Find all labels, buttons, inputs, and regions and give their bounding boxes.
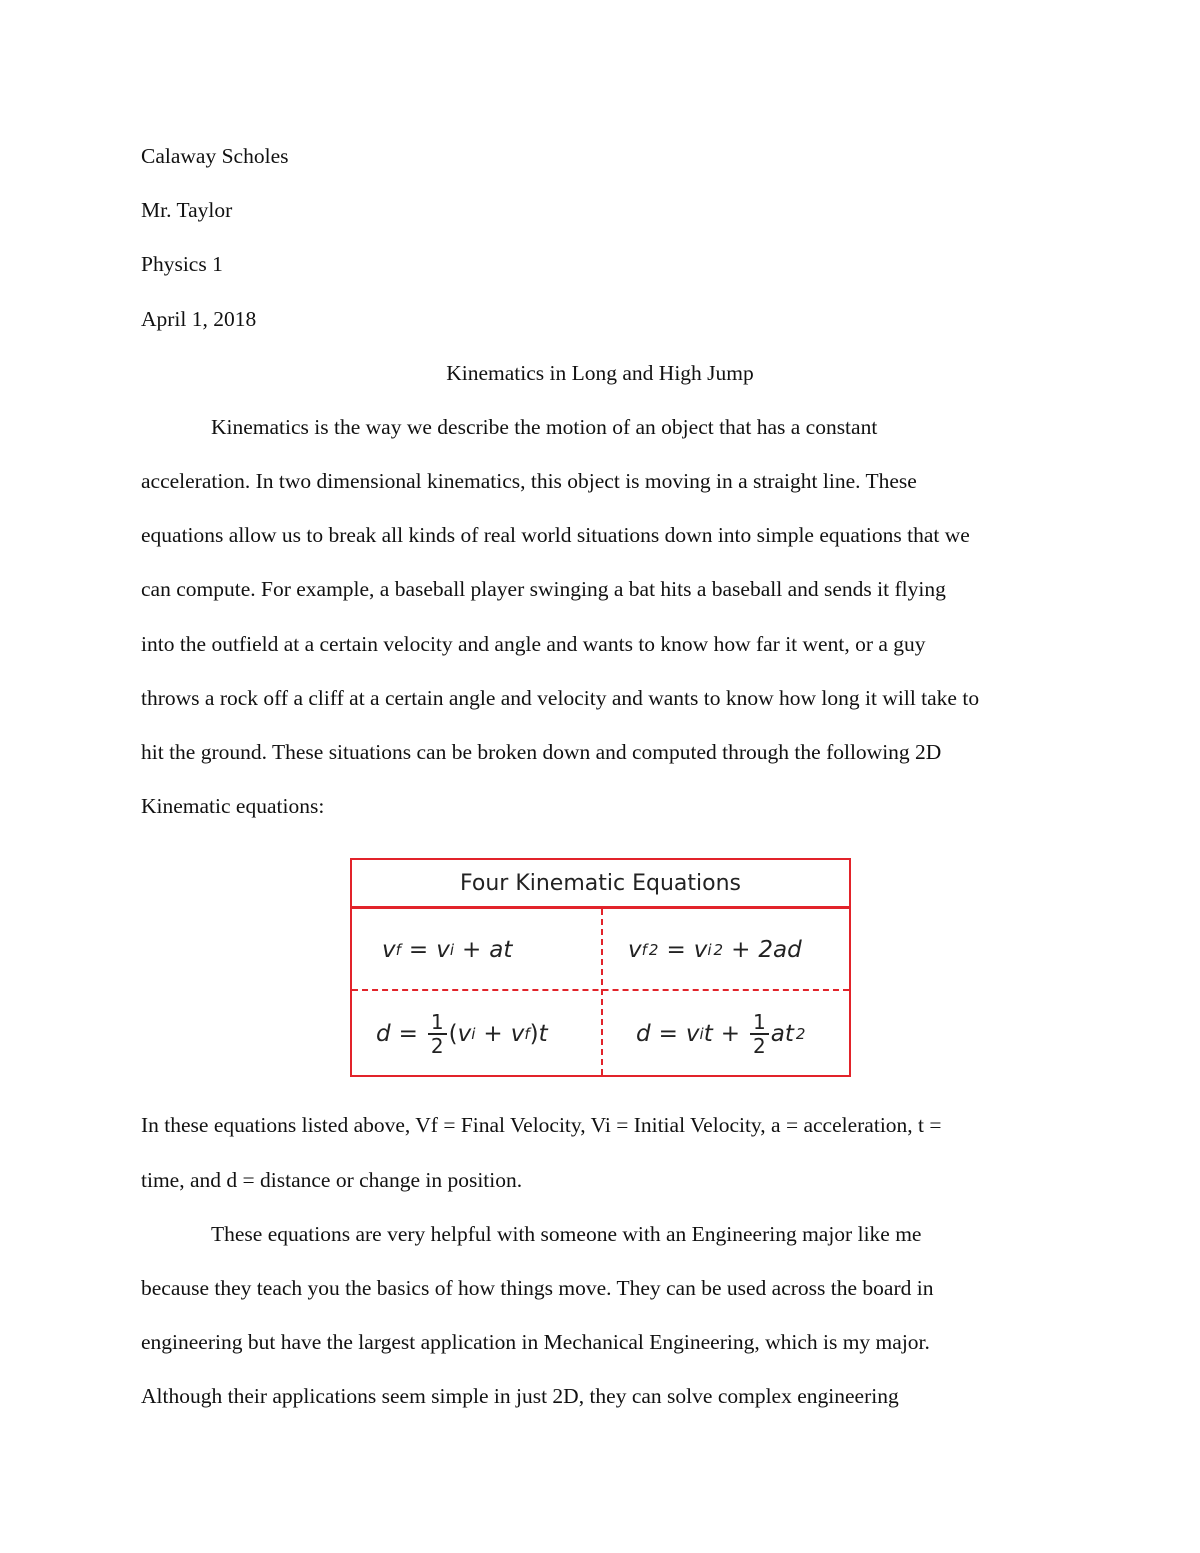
fraction-denominator: 2 [430, 1034, 444, 1058]
equation-average-velocity: d = $\frac{1}{2}$ ( v i + v f ) t [376, 1010, 548, 1058]
fraction-one-half [428, 1011, 447, 1057]
eq-subscript: i [449, 941, 454, 959]
fraction-numerator: 1 [750, 1011, 769, 1035]
paragraph-line: Although their applications seem simple in just 2D, they can solve complex engineering [141, 1384, 899, 1408]
eq-subscript: i [707, 941, 712, 959]
paragraph-line: can compute. For example, a baseball player swinging a bat hits a baseball and sends it flying [141, 577, 946, 601]
eq-symbol: t [538, 1021, 548, 1047]
eq-symbol: v [436, 937, 450, 963]
eq-symbol: v [685, 1021, 700, 1047]
document-title: Kinematics in Long and High Jump [446, 361, 754, 385]
eq-symbol: v [693, 937, 708, 963]
paragraph-line: time, and d = distance or change in position. [141, 1168, 523, 1192]
course-name: Physics 1 [141, 252, 223, 276]
fraction-one-half [750, 1011, 769, 1057]
paragraph-line: Kinematics is the way we describe the motion of an object that has a constant [211, 415, 878, 439]
eq-symbol: t [703, 1021, 713, 1047]
author-name: Calaway Scholes [141, 144, 289, 168]
paragraph-line: because they teach you the basics of how things move. They can be used across the board in [141, 1276, 934, 1300]
paragraph-line: Kinematic equations: [141, 794, 325, 818]
eq-symbol: d [376, 1021, 391, 1047]
dashed-divider-vertical [601, 909, 603, 1075]
equation-displacement-time: d = v i t + $\frac{1}{2}$ at 2 [636, 1010, 806, 1058]
document-date: April 1, 2018 [141, 307, 257, 331]
eq-symbol: v [457, 1021, 472, 1047]
eq-superscript: 2 [713, 941, 724, 959]
eq-symbol: 2ad [758, 937, 802, 963]
eq-symbol: d [636, 1021, 651, 1047]
eq-symbol: at [489, 937, 513, 963]
eq-subscript: f [641, 941, 647, 959]
fraction-denominator: 2 [753, 1034, 766, 1058]
paragraph-line: These equations are very helpful with someone with an Engineering major like me [211, 1222, 922, 1246]
eq-symbol: v [382, 937, 396, 963]
equation-velocity-time: v f = v i + at [382, 937, 513, 963]
eq-symbol: at [770, 1021, 794, 1047]
dashed-divider-horizontal [352, 989, 849, 991]
paragraph-line: acceleration. In two dimensional kinematics, this object is moving in a straight line. These [141, 469, 917, 493]
equations-figure-title: Four Kinematic Equations [352, 860, 849, 909]
eq-symbol: v [510, 1021, 525, 1047]
equation-velocity-displacement: v f 2 = v i 2 + 2ad [628, 937, 802, 963]
eq-subscript: i [471, 1025, 476, 1043]
paragraph-line: engineering but have the largest application in Mechanical Engineering, which is my major. [141, 1330, 930, 1354]
eq-superscript: 2 [795, 1025, 806, 1043]
eq-subscript: i [699, 1025, 704, 1043]
paragraph-line: into the outfield at a certain velocity and angle and wants to know how far it went, or a guy [141, 632, 926, 656]
fraction-numerator: 1 [428, 1011, 447, 1035]
eq-subscript: f [524, 1025, 530, 1043]
paragraph-line: In these equations listed above, Vf = Final Velocity, Vi = Initial Velocity, a = acceleration, t = [141, 1113, 942, 1137]
eq-subscript: f [395, 941, 401, 959]
paragraph-line: equations allow us to break all kinds of real world situations down into simple equations that we [141, 523, 970, 547]
paragraph-line: throws a rock off a cliff at a certain angle and velocity and wants to know how long it will take to [141, 686, 980, 710]
eq-symbol: v [628, 937, 642, 963]
kinematic-equations-figure [350, 858, 851, 1077]
teacher-name: Mr. Taylor [141, 198, 233, 222]
paragraph-line: hit the ground. These situations can be broken down and computed through the following 2D [141, 740, 942, 764]
eq-superscript: 2 [648, 941, 659, 959]
